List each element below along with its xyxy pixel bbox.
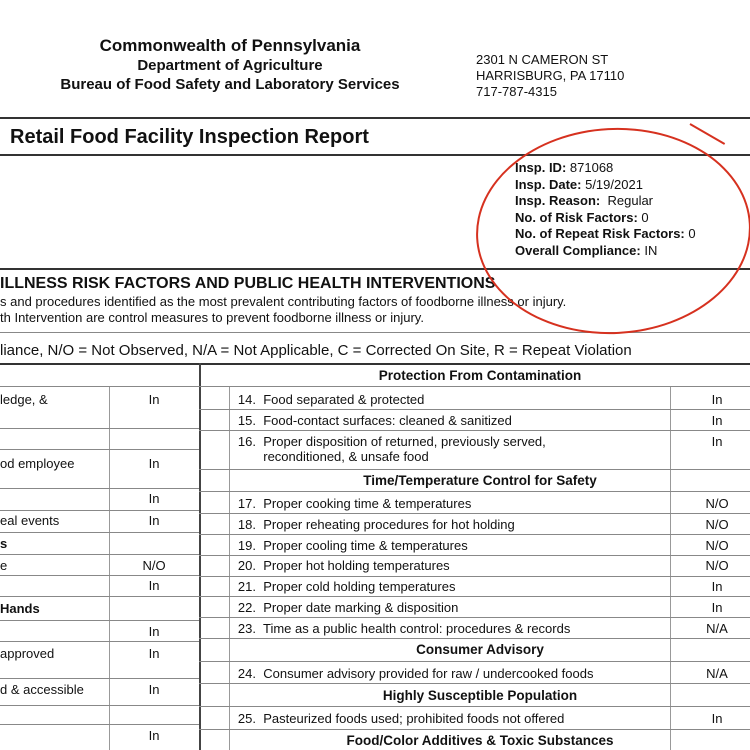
insp-reason-value: Regular (607, 193, 654, 208)
repeat-risk-value: 0 (688, 226, 696, 241)
left-status-column-line (109, 386, 110, 750)
item-row-24: 24. Consumer advisory provided for raw / undercooked foods (237, 666, 594, 681)
address-city: HARRISBURG, PA 17110 (476, 68, 625, 83)
item-row-18: 18. Proper reheating procedures for hot holding (237, 517, 515, 532)
column-divider (199, 363, 201, 750)
row-line (0, 449, 199, 450)
row-line (0, 428, 199, 429)
item-row-15: 15. Food-contact surfaces: cleaned & sanitized (237, 413, 512, 428)
row-line (199, 491, 750, 492)
row-line (199, 576, 750, 577)
status-legend: liance, N/O = Not Observed, N/A = Not Applicable, C = Corrected On Site, R = Repeat Violation (0, 342, 632, 359)
insp-id-value: 871068 (569, 160, 614, 175)
item-row-20: 20. Proper hot holding temperatures (237, 558, 450, 573)
row-line (0, 641, 199, 642)
left-row: d & accessible (0, 682, 84, 697)
row-line (0, 596, 199, 597)
divider (0, 332, 750, 333)
item-status: In (711, 434, 723, 449)
left-row-status: In (148, 646, 160, 661)
item-status: N/A (706, 666, 728, 681)
row-line (199, 683, 750, 684)
row-line (0, 575, 199, 576)
item-status: In (711, 413, 723, 428)
item-status: N/O (705, 517, 729, 532)
item-row-23: 23. Time as a public health control: procedures & records (237, 621, 571, 636)
section-title: ILLNESS RISK FACTORS AND PUBLIC HEALTH INTERVENTIONS (0, 275, 496, 292)
item-status: In (711, 711, 723, 726)
item-status: In (711, 579, 723, 594)
left-row-status: N/O (142, 558, 166, 573)
item-status: N/O (705, 558, 729, 573)
left-subheader: Hands (0, 601, 40, 616)
header-organization (0, 36, 460, 94)
compliance-value: IN (644, 242, 658, 258)
left-row-status: In (148, 491, 160, 506)
bureau-name: Bureau of Food Safety and Laboratory Services (60, 76, 400, 93)
row-line (199, 661, 750, 662)
org-name: Commonwealth of Pennsylvania (99, 36, 361, 55)
row-line (199, 555, 750, 556)
row-line (199, 596, 750, 597)
row-line (0, 620, 199, 621)
left-row-status: In (148, 624, 160, 639)
department-name: Department of Agriculture (137, 57, 323, 74)
left-row: eal events (0, 513, 60, 528)
section-desc-line2: th Intervention are control measures to prevent foodborne illness or injury. (0, 310, 424, 325)
item-row-17: 17. Proper cooking time & temperatures (237, 496, 472, 511)
repeat-risk-label: No. of Repeat Risk Factors: (515, 226, 685, 241)
item-row-16: 16. Proper disposition of returned, previously served, reconditioned, & unsafe food (237, 434, 546, 464)
risk-factors-value: 0 (641, 209, 649, 225)
risk-factors-label: No. of Risk Factors: (515, 209, 638, 225)
left-row: ledge, & (0, 392, 48, 407)
row-line (0, 386, 199, 387)
subheader-protection: Protection From Contamination (378, 368, 582, 383)
row-line (0, 510, 199, 511)
subheader-susceptible-population: Highly Susceptible Population (382, 688, 578, 703)
report-title: Retail Food Facility Inspection Report (10, 126, 369, 148)
red-circle-tail (690, 123, 726, 145)
insp-date-value: 5/19/2021 (585, 176, 643, 192)
insp-reason-label: Insp. Reason: (515, 193, 601, 208)
address-phone: 717-787-4315 (476, 84, 557, 99)
left-row-status: In (148, 728, 160, 743)
row-line (199, 409, 750, 410)
insp-date-label: Insp. Date: (515, 176, 582, 192)
row-line (0, 488, 199, 489)
row-line (199, 513, 750, 514)
left-subheader: s (0, 536, 8, 551)
left-row: approved (0, 646, 55, 661)
subheader-time-temperature: Time/Temperature Control for Safety (363, 473, 597, 488)
row-line (199, 617, 750, 618)
row-line (199, 534, 750, 535)
item-row-25: 25. Pasteurized foods used; prohibited foods not offered (237, 711, 565, 726)
divider (0, 117, 750, 119)
item-status: In (711, 600, 723, 615)
divider (0, 363, 750, 365)
subheader-consumer-advisory: Consumer Advisory (416, 642, 544, 657)
item-row-21: 21. Proper cold holding temperatures (237, 579, 456, 594)
row-line (199, 430, 750, 431)
row-line (199, 706, 750, 707)
item-status: In (711, 392, 723, 407)
section-description (0, 294, 566, 326)
row-line (0, 554, 199, 555)
left-row-status: In (148, 456, 160, 471)
section-desc-line1: s and procedures identified as the most prevalent contributing factors of foodborne illness or injury. (0, 294, 567, 309)
row-line (0, 532, 199, 533)
item-row-22: 22. Proper date marking & disposition (237, 600, 459, 615)
item-status: N/A (706, 621, 728, 636)
insp-id-label: Insp. ID: (515, 160, 567, 175)
left-row-status: In (148, 682, 160, 697)
left-row-status: In (148, 392, 160, 407)
left-row-status: In (148, 578, 160, 593)
row-line (199, 469, 750, 470)
row-line (0, 678, 199, 679)
subheader-additives-toxic: Food/Color Additives & Toxic Substances (346, 733, 614, 748)
item-status: N/O (705, 496, 729, 511)
left-row: e (0, 558, 8, 573)
compliance-label: Overall Compliance: (515, 242, 641, 258)
left-row-status: In (148, 513, 160, 528)
left-row: od employee (0, 456, 75, 471)
header-address (476, 52, 624, 100)
row-line (199, 638, 750, 639)
row-line (199, 386, 750, 387)
row-line (0, 705, 199, 706)
item-row-19: 19. Proper cooling time & temperatures (237, 538, 468, 553)
item-row-14: 14. Food separated & protected (237, 392, 425, 407)
address-street: 2301 N CAMERON ST (476, 52, 609, 67)
row-line (199, 729, 750, 730)
item-status: N/O (705, 538, 729, 553)
row-line (0, 724, 199, 725)
